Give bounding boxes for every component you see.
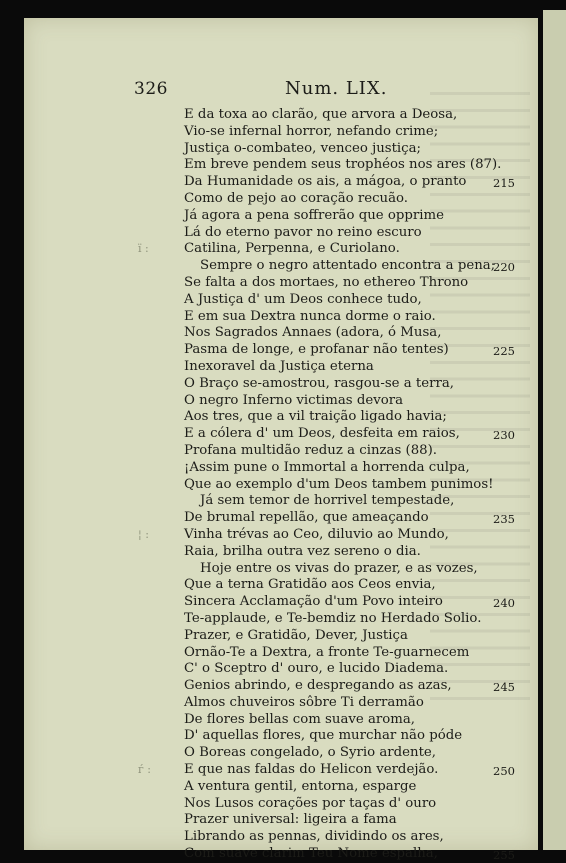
margin-mark: ѓ : [138,763,151,777]
verse-line: D' aquellas flores, que murchar não póde [184,728,463,744]
verse-line: Inexoravel da Justiça eterna [184,358,374,374]
page-header: Num. LIX. [285,78,388,99]
verse-line: Se falta a dos mortaes, no ethereo Throno [184,274,469,290]
verse-line: Nos Sagrados Annaes (adora, ó Musa, [184,325,442,341]
poem-text [184,107,502,863]
verse-line: Sempre o negro attentado encontra a pena; [200,258,496,274]
verse-line: Já agora a pena soffrerão que opprime [184,207,444,223]
line-number: 255 [493,848,515,863]
verse-line: Genios abrindo, e despregando as azas, [184,678,452,694]
facing-page-edge [543,10,566,850]
line-number: 230 [493,428,515,443]
verse-line: O Boreas congelado, o Syrio ardente, [184,745,437,761]
verse-line: Vinha trévas ao Ceo, diluvio ao Mundo, [184,526,449,542]
verse-line: O Braço se-amostrou, rasgou-se a terra, [184,375,454,391]
verse-line: Da Humanidade os ais, a mágoa, o pranto [184,174,467,190]
verse-line: Que ao exemplo d'um Deos tambem punimos! [184,476,494,492]
verse-line: Aos tres, que a vil traição ligado havia; [184,409,447,425]
verse-line: Almos chuveiros sôbre Ti derramão [184,694,424,710]
verse-line: De flores bellas com suave aroma, [184,711,416,727]
line-number: 215 [493,176,515,191]
line-number: 220 [493,260,515,275]
verse-line: Raia, brilha outra vez sereno o dia. [184,543,421,559]
verse-line: Vio-se infernal horror, nefando crime; [184,123,439,139]
line-number: 225 [493,344,515,359]
verse-line: Em breve pendem seus trophéos nos ares (87). [184,157,502,173]
verse-line: Prazer universal: ligeira a fama [184,812,397,828]
verse-line: O negro Inferno victimas devora [184,392,403,408]
verse-line: Te-applaude, e Te-bemdiz no Herdado Solio. [184,610,482,626]
verse-line: Nos Lusos corações por taças d' ouro [184,795,437,811]
verse-line: Pasma de longe, e profanar não tentes) [184,342,449,358]
verse-line: Já sem temor de horrivel tempestade, [200,493,455,509]
line-number: 245 [493,680,515,695]
verse-line: Librando as pennas, dividindo os ares, [184,829,444,845]
verse-line: Prazer, e Gratidão, Dever, Justiça [184,627,408,643]
verse-line: E da toxa ao clarão, que arvora a Deosa, [184,107,458,122]
verse-line: E que nas faldas do Helicon verdejão. [184,762,439,778]
line-number: 235 [493,512,515,527]
verse-line: C' o Sceptro d' ouro, e lucido Diadema. [184,661,449,677]
line-number: 250 [493,764,515,779]
verse-line: Lá do eterno pavor no reino escuro [184,224,422,240]
page-number: 326 [134,79,168,99]
verse-line: E a cólera d' um Deos, desfeita em raios, [184,426,460,442]
verse-line: Como de pejo ao coração recuão. [184,190,409,206]
verse-line: Que a terna Gratidão aos Ceos envia, [184,577,436,593]
verse-line: Justiça o-combateo, venceo justiça; [184,140,422,156]
verse-line: De brumal repellão, que ameaçando [184,510,429,526]
verse-line: Profana multidão reduz a cinzas (88). [184,442,438,458]
verse-line: A Justiça d' um Deos conhece tudo, [184,291,422,307]
verse-line: Sincera Acclamação d'um Povo inteiro [184,594,443,610]
verse-line: E em sua Dextra nunca dorme o raio. [184,308,436,324]
verse-line: Hoje entre os vivas do prazer, e as vozes, [200,560,478,576]
line-number: 240 [493,596,515,611]
verse-line: Ornão-Te a Dextra, a fronte Te-guarnecem [184,644,470,660]
margin-mark: ї : [138,242,149,256]
verse-line: A ventura gentil, entorna, esparge [184,778,417,794]
verse-line: ¡Assim pune o Immortal a horrenda culpa, [184,459,470,475]
verse-line: Catilina, Perpenna, e Curiolano. [184,241,400,257]
margin-mark: ¦ : [138,528,149,541]
verse-line: Com suave clarim Teu Nome espalha, [184,846,438,862]
